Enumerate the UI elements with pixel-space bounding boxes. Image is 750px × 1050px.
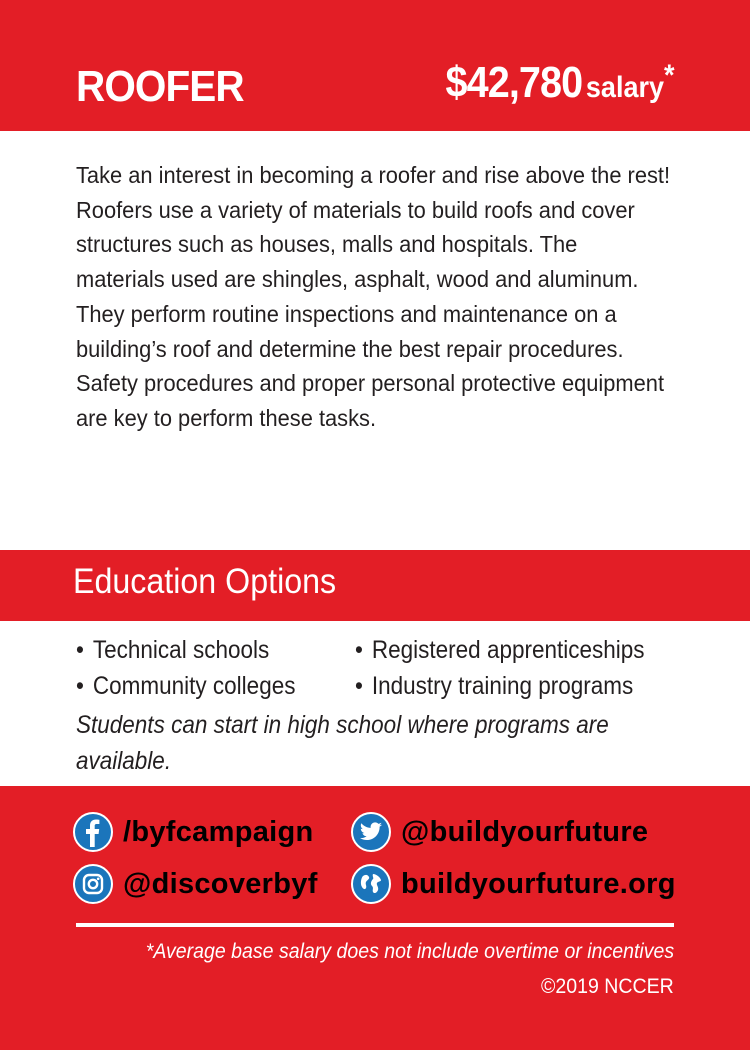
salary-disclaimer: *Average base salary does not include overtime or incentives xyxy=(145,940,674,963)
copyright: ©2019 NCCER xyxy=(541,975,674,998)
education-option: • Registered apprenticeships xyxy=(355,632,645,668)
footer-divider xyxy=(76,923,674,927)
salary xyxy=(445,58,674,108)
facebook-icon xyxy=(73,812,113,852)
salary-amount: $42,780 xyxy=(444,58,582,107)
instagram-icon xyxy=(73,864,113,904)
job-title: ROOFER xyxy=(76,62,244,111)
instagram-handle: @discoverbyf xyxy=(123,867,318,900)
website-link[interactable] xyxy=(351,864,676,904)
salary-footnote-marker: * xyxy=(663,59,674,92)
education-bar xyxy=(0,550,750,621)
header-bar xyxy=(0,0,750,131)
facebook-handle: /byfcampaign xyxy=(123,815,314,848)
education-list-left xyxy=(76,632,295,704)
twitter-handle: @buildyourfuture xyxy=(401,815,649,848)
education-list-right xyxy=(355,632,645,704)
instagram-link[interactable] xyxy=(73,864,318,904)
website-url: buildyourfuture.org xyxy=(401,867,676,900)
facebook-link[interactable] xyxy=(73,812,314,852)
education-title: Education Options xyxy=(73,562,337,601)
twitter-link[interactable] xyxy=(351,812,648,852)
globe-icon xyxy=(351,864,391,904)
education-option: • Technical schools xyxy=(76,632,295,668)
education-option: • Community colleges xyxy=(76,668,295,704)
twitter-icon xyxy=(351,812,391,852)
salary-label: salary xyxy=(585,71,664,104)
job-description: Take an interest in becoming a roofer and rise above the rest! Roofers use a variety of materials to build roofs and cover structures such as houses, malls and hospitals. The materials used are shingles, asphalt, wood and aluminum. They perform routine inspections and maintenance on a building’s roof and determine the best repair procedures. Safety procedures and proper personal protective equipment are key to perform these tasks. xyxy=(76,162,671,431)
education-note: Students can start in high school where programs are available. xyxy=(76,711,609,775)
education-option: • Industry training programs xyxy=(355,668,645,704)
